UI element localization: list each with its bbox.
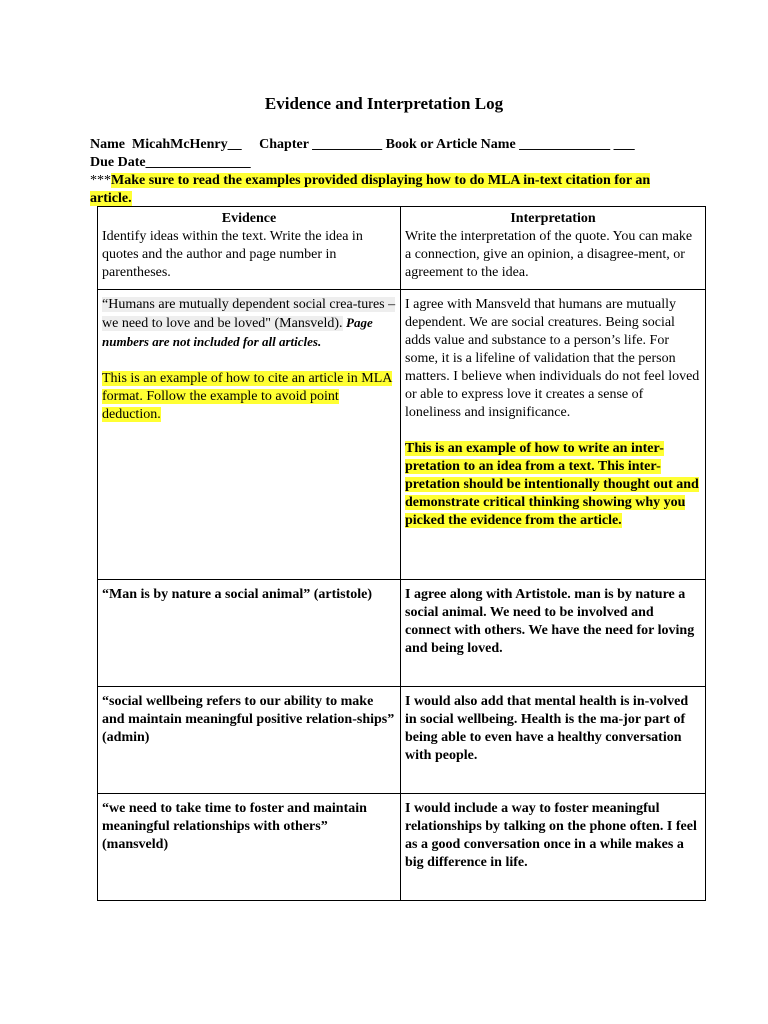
evidence-cell-2[interactable]: “social wellbeing refers to our ability to make and maintain meaningful positive relation-ships” (admin) bbox=[98, 687, 401, 794]
evidence-log-table bbox=[97, 206, 706, 901]
notice-text: Make sure to read the examples provided displaying how to do MLA in-text citation for an article. bbox=[90, 173, 651, 206]
example-evidence-quote: “Humans are mutually dependent social crea-tures – we need to love and be loved" (Mansveld). bbox=[102, 297, 396, 331]
evidence-column-header: Evidence bbox=[221, 211, 277, 226]
chapter-field: Chapter __________ bbox=[259, 137, 383, 152]
example-interpretation-text: I agree with Mansveld that humans are mutually dependent. We are social creatures. Being social adds value and substance to a person’s life. For some, it is a lifeline of validation that the person matters. I believe when individuals do not feel loved or able to express love it creates a sense of loneliness and insignificance. bbox=[405, 297, 700, 420]
evidence-header-cell bbox=[98, 207, 401, 290]
example-evidence-paragraph bbox=[102, 296, 396, 352]
example-evidence-highlight: This is an example of how to cite an article in MLA format. Follow the example to avoid point deduction. bbox=[102, 371, 393, 422]
example-evidence-note: Page numbers are not included for all articles. bbox=[102, 315, 373, 349]
example-row bbox=[98, 290, 706, 580]
interpretation-instructions: Write the interpretation of the quote. You can make a connection, give an opinion, a disagree-ment, or agreement to the idea. bbox=[405, 229, 693, 280]
mla-notice bbox=[90, 172, 690, 208]
table-row bbox=[98, 794, 706, 901]
notice-prefix: *** bbox=[90, 173, 111, 188]
name-value: MicahMcHenry__ bbox=[132, 137, 242, 152]
evidence-instructions: Identify ideas within the text. Write the idea in quotes and the author and page number in parentheses. bbox=[102, 229, 363, 280]
interpretation-cell-1[interactable]: I agree along with Artistole. man is by nature a social animal. We need to be involved and connect with others. We have the need for loving and being loved. bbox=[401, 580, 706, 687]
name-chapter-book-line bbox=[90, 136, 690, 154]
book-field: Book or Article Name _____________ ___ bbox=[385, 137, 635, 152]
interpretation-cell-3[interactable]: I would include a way to foster meaningful relationships by talking on the phone often. I feel as a good conversation once in a while makes a big difference in life. bbox=[401, 794, 706, 901]
table-row bbox=[98, 687, 706, 794]
example-interpretation-highlight: This is an example of how to write an inter-pretation to an idea from a text. This inter-pretation should be intentionally thought out and demonstrate critical thinking showing why you picked the evidence from the article. bbox=[405, 441, 699, 528]
example-evidence-cell bbox=[98, 290, 401, 580]
name-label: Name bbox=[90, 137, 125, 152]
evidence-cell-3[interactable]: “we need to take time to foster and maintain meaningful relationships with others” (mansveld) bbox=[98, 794, 401, 901]
example-interpretation-cell bbox=[401, 290, 706, 580]
due-date-field: Due Date_______________ bbox=[90, 155, 251, 170]
table-row bbox=[98, 580, 706, 687]
table-header-row bbox=[98, 207, 706, 290]
header-fields bbox=[90, 136, 690, 208]
interpretation-column-header: Interpretation bbox=[510, 211, 596, 226]
document-title: Evidence and Interpretation Log bbox=[264, 94, 504, 113]
interpretation-header-cell bbox=[401, 207, 706, 290]
evidence-cell-1[interactable]: “Man is by nature a social animal” (artistole) bbox=[98, 580, 401, 687]
interpretation-cell-2[interactable]: I would also add that mental health is in-volved in social wellbeing. Health is the ma-jor part of being able to even have a healthy conversation with people. bbox=[401, 687, 706, 794]
